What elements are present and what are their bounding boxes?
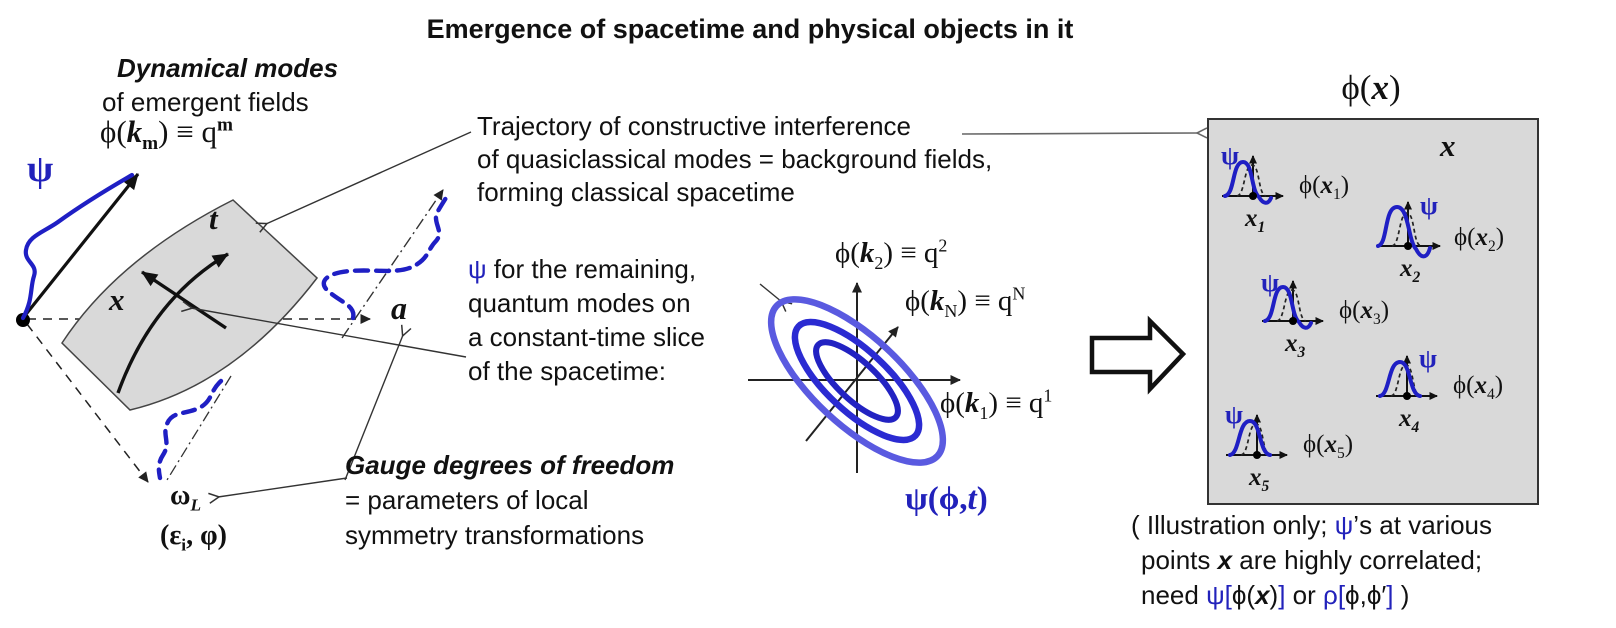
mini-phi-label-5: $\phi(x_5)$ <box>1303 431 1354 462</box>
mini-psi-label-2: ψ <box>1420 191 1438 220</box>
gauge-annotation-line3: symmetry transformations <box>345 520 645 550</box>
block-arrow-icon <box>1092 321 1183 389</box>
illustration-caption-line3: need ψ[ϕ(x)] or ρ[ϕ,ϕ′] ) <box>1141 580 1410 610</box>
field-box-header: ϕ(x) <box>1341 68 1401 107</box>
psi-wavepacket-label: ψ <box>27 148 54 190</box>
mini-psi-label-1: ψ <box>1221 141 1239 170</box>
mini-x-label-4: $x_4$ <box>1399 405 1420 436</box>
space-axis-label: x <box>109 282 125 317</box>
mini-phi-label-3: $\phi(x_3)$ <box>1339 297 1390 328</box>
dynamical-modes-label-line1: Dynamical modes <box>117 53 339 83</box>
illustration-caption <box>1131 511 1492 616</box>
mini-x-label-2: $x_2$ <box>1400 255 1421 286</box>
quasiclassical-trajectory-upper <box>324 193 449 318</box>
psi-slice-annotation <box>468 255 705 391</box>
mini-phi-label-4: $\phi(x_4)$ <box>1453 372 1504 403</box>
gauge-annotation-line2: = parameters of local <box>345 485 589 515</box>
mini-psi-label-3: ψ <box>1261 268 1279 297</box>
trajectory-annotation <box>477 112 992 211</box>
kN-axis-label: $\phi(k_N) \equiv q^N$ <box>905 283 1026 321</box>
trajectory-to-field-box-arrow <box>962 133 1198 134</box>
scale-factor-label: a <box>391 290 407 326</box>
mini-psi-label-5: ψ <box>1225 400 1243 429</box>
illustration-caption-line1: ( Illustration only; ψ’s at various <box>1131 510 1493 540</box>
k2-axis-label: $\phi(k_2) \equiv q^2$ <box>835 235 948 273</box>
gauge-annotation <box>345 451 674 556</box>
psi-slice-annotation-line4: of the spacetime: <box>468 356 666 386</box>
psi-slice-annotation-line3: a constant-time slice <box>468 322 705 352</box>
illustration-caption-line2: points x are highly correlated; <box>1141 545 1483 575</box>
mini-phi-label-1: $\phi(x_1)$ <box>1299 172 1350 203</box>
mode-formula: $\phi(k_m) \equiv q^m$ <box>100 114 233 155</box>
psi-slice-annotation-line1: ψ for the remaining, <box>468 254 697 284</box>
gauge-annotation-line1: Gauge degrees of freedom <box>345 450 675 480</box>
figure-title: Emergence of spacetime and physical objects in it <box>426 14 1074 44</box>
gauge-pointer-to-omega <box>218 478 347 497</box>
trajectory-annotation-line2: of quasiclassical modes = background fields, <box>477 144 993 174</box>
trajectory-annotation-line1: Trajectory of constructive interference <box>477 111 911 141</box>
position-corner-label: x <box>1440 128 1456 163</box>
gauge-parameters-label: ($\varepsilon_i$, φ) <box>160 520 227 555</box>
longitudinal-mode-label: $\omega_L$ <box>170 480 202 515</box>
mini-psi-label-4: ψ <box>1419 344 1437 373</box>
k1-axis-label: $\phi(k_1) \equiv q^1$ <box>940 385 1053 423</box>
wavefunction-label: ψ(ϕ,t) <box>905 481 988 517</box>
dynamical-modes-label-line2: of emergent fields <box>102 87 309 117</box>
mini-x-label-3: $x_3$ <box>1285 330 1306 361</box>
time-axis-label: t <box>209 201 218 236</box>
psi-slice-annotation-line2: quantum modes on <box>468 288 691 318</box>
psi-pointer-to-contours <box>760 284 782 302</box>
mini-phi-label-2: $\phi(x_2)$ <box>1454 224 1505 255</box>
trajectory-annotation-line3: forming classical spacetime <box>477 177 795 207</box>
mini-x-label-5: $x_5$ <box>1249 464 1270 495</box>
mini-x-label-1: $x_1$ <box>1245 205 1266 236</box>
